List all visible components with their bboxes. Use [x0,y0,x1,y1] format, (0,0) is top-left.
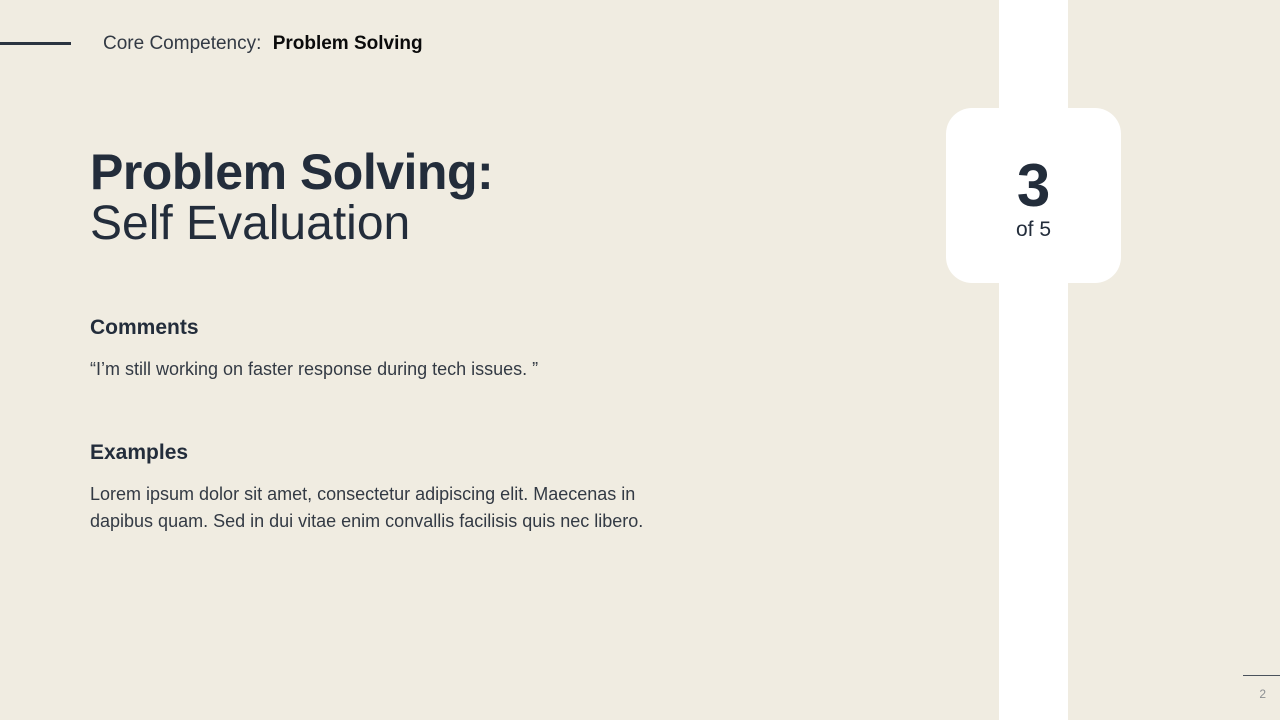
progress-counter-card [946,108,1121,283]
counter-total: of 5 [1015,218,1052,241]
footer-rule [1243,675,1280,676]
header-prefix: Core Competency: [103,33,262,54]
comments-text: “I’m still working on faster response during tech issues. ” [90,359,539,379]
header-topic: Problem Solving [272,33,423,54]
comments-heading: Comments [90,316,199,339]
slide-title: Problem Solving: [90,144,494,200]
page-number: 2 [1259,687,1266,701]
slide-subtitle: Self Evaluation [90,197,411,250]
examples-text: Lorem ipsum dolor sit amet, consectetur adipiscing elit. Maecenas in dapibus quam. Sed in dui vitae enim convallis facilisis quis nec libero. [90,484,644,531]
counter-current: 3 [1016,152,1051,219]
header-rule [0,42,71,45]
examples-heading: Examples [90,441,189,464]
header [103,32,423,56]
